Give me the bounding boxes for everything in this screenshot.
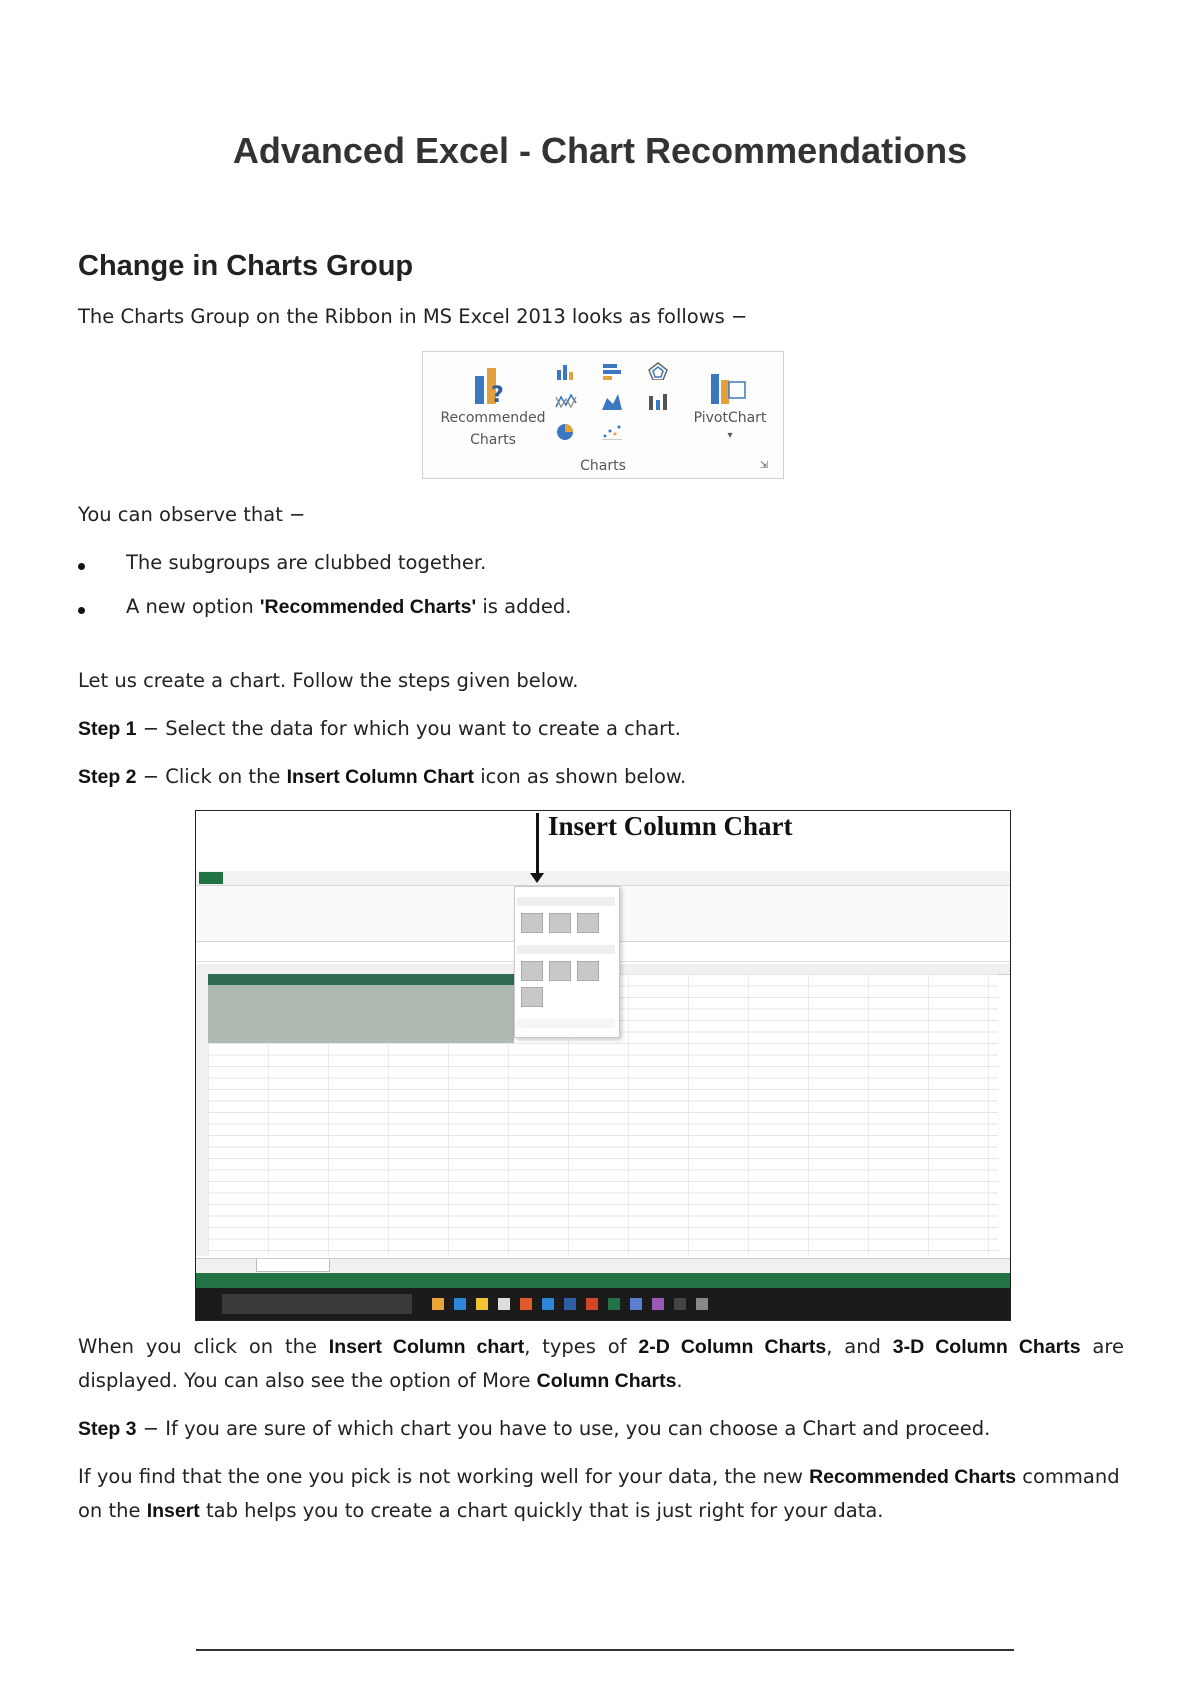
svg-text:?: ? — [491, 383, 504, 406]
taskbar-search-box — [222, 1294, 412, 1314]
taskbar-app-icon — [564, 1298, 576, 1310]
footer-rule — [196, 1649, 1014, 1651]
recommended-charts-label-2: Charts — [470, 432, 516, 448]
taskbar-app-icon — [454, 1298, 466, 1310]
taskbar-app-icon — [696, 1298, 708, 1310]
excel-status-bar — [196, 1273, 1010, 1288]
3d-clustered-column-icon — [521, 961, 543, 981]
excel-file-tab — [199, 872, 223, 884]
taskbar-app-icon — [586, 1298, 598, 1310]
charts-group-label: Charts — [580, 458, 626, 474]
excel-ribbon-tabs — [196, 871, 1010, 886]
excel-screenshot-figure — [195, 810, 1011, 1321]
3d-column-section — [517, 945, 615, 954]
section-heading: Change in Charts Group — [78, 250, 414, 282]
taskbar-app-icon — [652, 1298, 664, 1310]
bar-chart-icon — [601, 362, 623, 380]
figure-caption: Insert Column Chart — [542, 811, 799, 842]
taskbar-app-icon — [520, 1298, 532, 1310]
taskbar-app-icon — [608, 1298, 620, 1310]
charts-group-figure — [422, 351, 784, 479]
3d-stacked-column-icon — [549, 961, 571, 981]
excel-sheet-tab — [256, 1259, 330, 1272]
3d-column-icon — [521, 987, 543, 1007]
taskbar-app-icon — [542, 1298, 554, 1310]
excel-table-header — [208, 974, 514, 985]
line-chart-icon — [555, 392, 577, 410]
taskbar-app-icon — [630, 1298, 642, 1310]
taskbar-app-icon — [476, 1298, 488, 1310]
paragraph-column-types: When you click on the Insert Column chart, types of 2-D Column Charts, and 3-D Column Charts are displayed. You can also see the option of More Column Charts. — [78, 1335, 1124, 1392]
recommended-charts-label-1: Recommended — [440, 410, 546, 426]
caption-arrow — [536, 813, 539, 876]
recommended-charts-icon — [471, 366, 515, 406]
step-2: Step 2 − Click on the Insert Column Chart icon as shown below. — [78, 765, 687, 788]
excel-title-bar — [196, 851, 1010, 872]
3d-100-stacked-column-icon — [577, 961, 599, 981]
taskbar-app-icon — [432, 1298, 444, 1310]
step-1: Step 1 − Select the data for which you want to create a chart. — [78, 717, 681, 740]
stacked-column-icon — [549, 913, 571, 933]
2d-column-section — [517, 897, 615, 906]
step-3: Step 3 − If you are sure of which chart you have to use, you can choose a Chart and proceed. — [78, 1417, 991, 1440]
bullet-1: The subgroups are clubbed together. — [126, 551, 487, 574]
scatter-chart-icon — [601, 422, 623, 440]
clustered-column-icon — [521, 913, 543, 933]
paragraph-recommended: If you find that the one you pick is not working well for your data, the new Recommended Charts command on the Insert tab helps you to create a chart quickly that is just right for your data. — [78, 1465, 1120, 1522]
caption-arrow-head — [530, 873, 544, 883]
stock-chart-icon — [647, 392, 669, 410]
pie-chart-icon — [555, 422, 577, 440]
pivotchart-label: PivotChart — [693, 410, 767, 426]
area-chart-icon — [601, 392, 623, 410]
pivotchart-dropdown-icon: ▾ — [727, 430, 733, 441]
column-chart-dropdown — [514, 886, 620, 1038]
bullet-2: A new option 'Recommended Charts' is added. — [126, 595, 572, 618]
taskbar-app-icon — [498, 1298, 510, 1310]
100-stacked-column-icon — [577, 913, 599, 933]
bullet-icon — [78, 607, 85, 614]
bullet-icon — [78, 563, 85, 570]
dialog-launcher-icon: ⇲ — [759, 460, 769, 471]
page-title: Advanced Excel - Chart Recommendations — [232, 130, 968, 171]
observe-text: You can observe that − — [78, 503, 306, 526]
lead-text: Let us create a chart. Follow the steps given below. — [78, 669, 579, 692]
intro-text: The Charts Group on the Ribbon in MS Excel 2013 looks as follows − — [78, 305, 748, 328]
taskbar-app-icon — [674, 1298, 686, 1310]
more-column-charts-item — [517, 1019, 615, 1028]
column-chart-icon — [555, 362, 577, 380]
radar-chart-icon — [647, 362, 669, 380]
pivotchart-icon — [707, 366, 751, 406]
